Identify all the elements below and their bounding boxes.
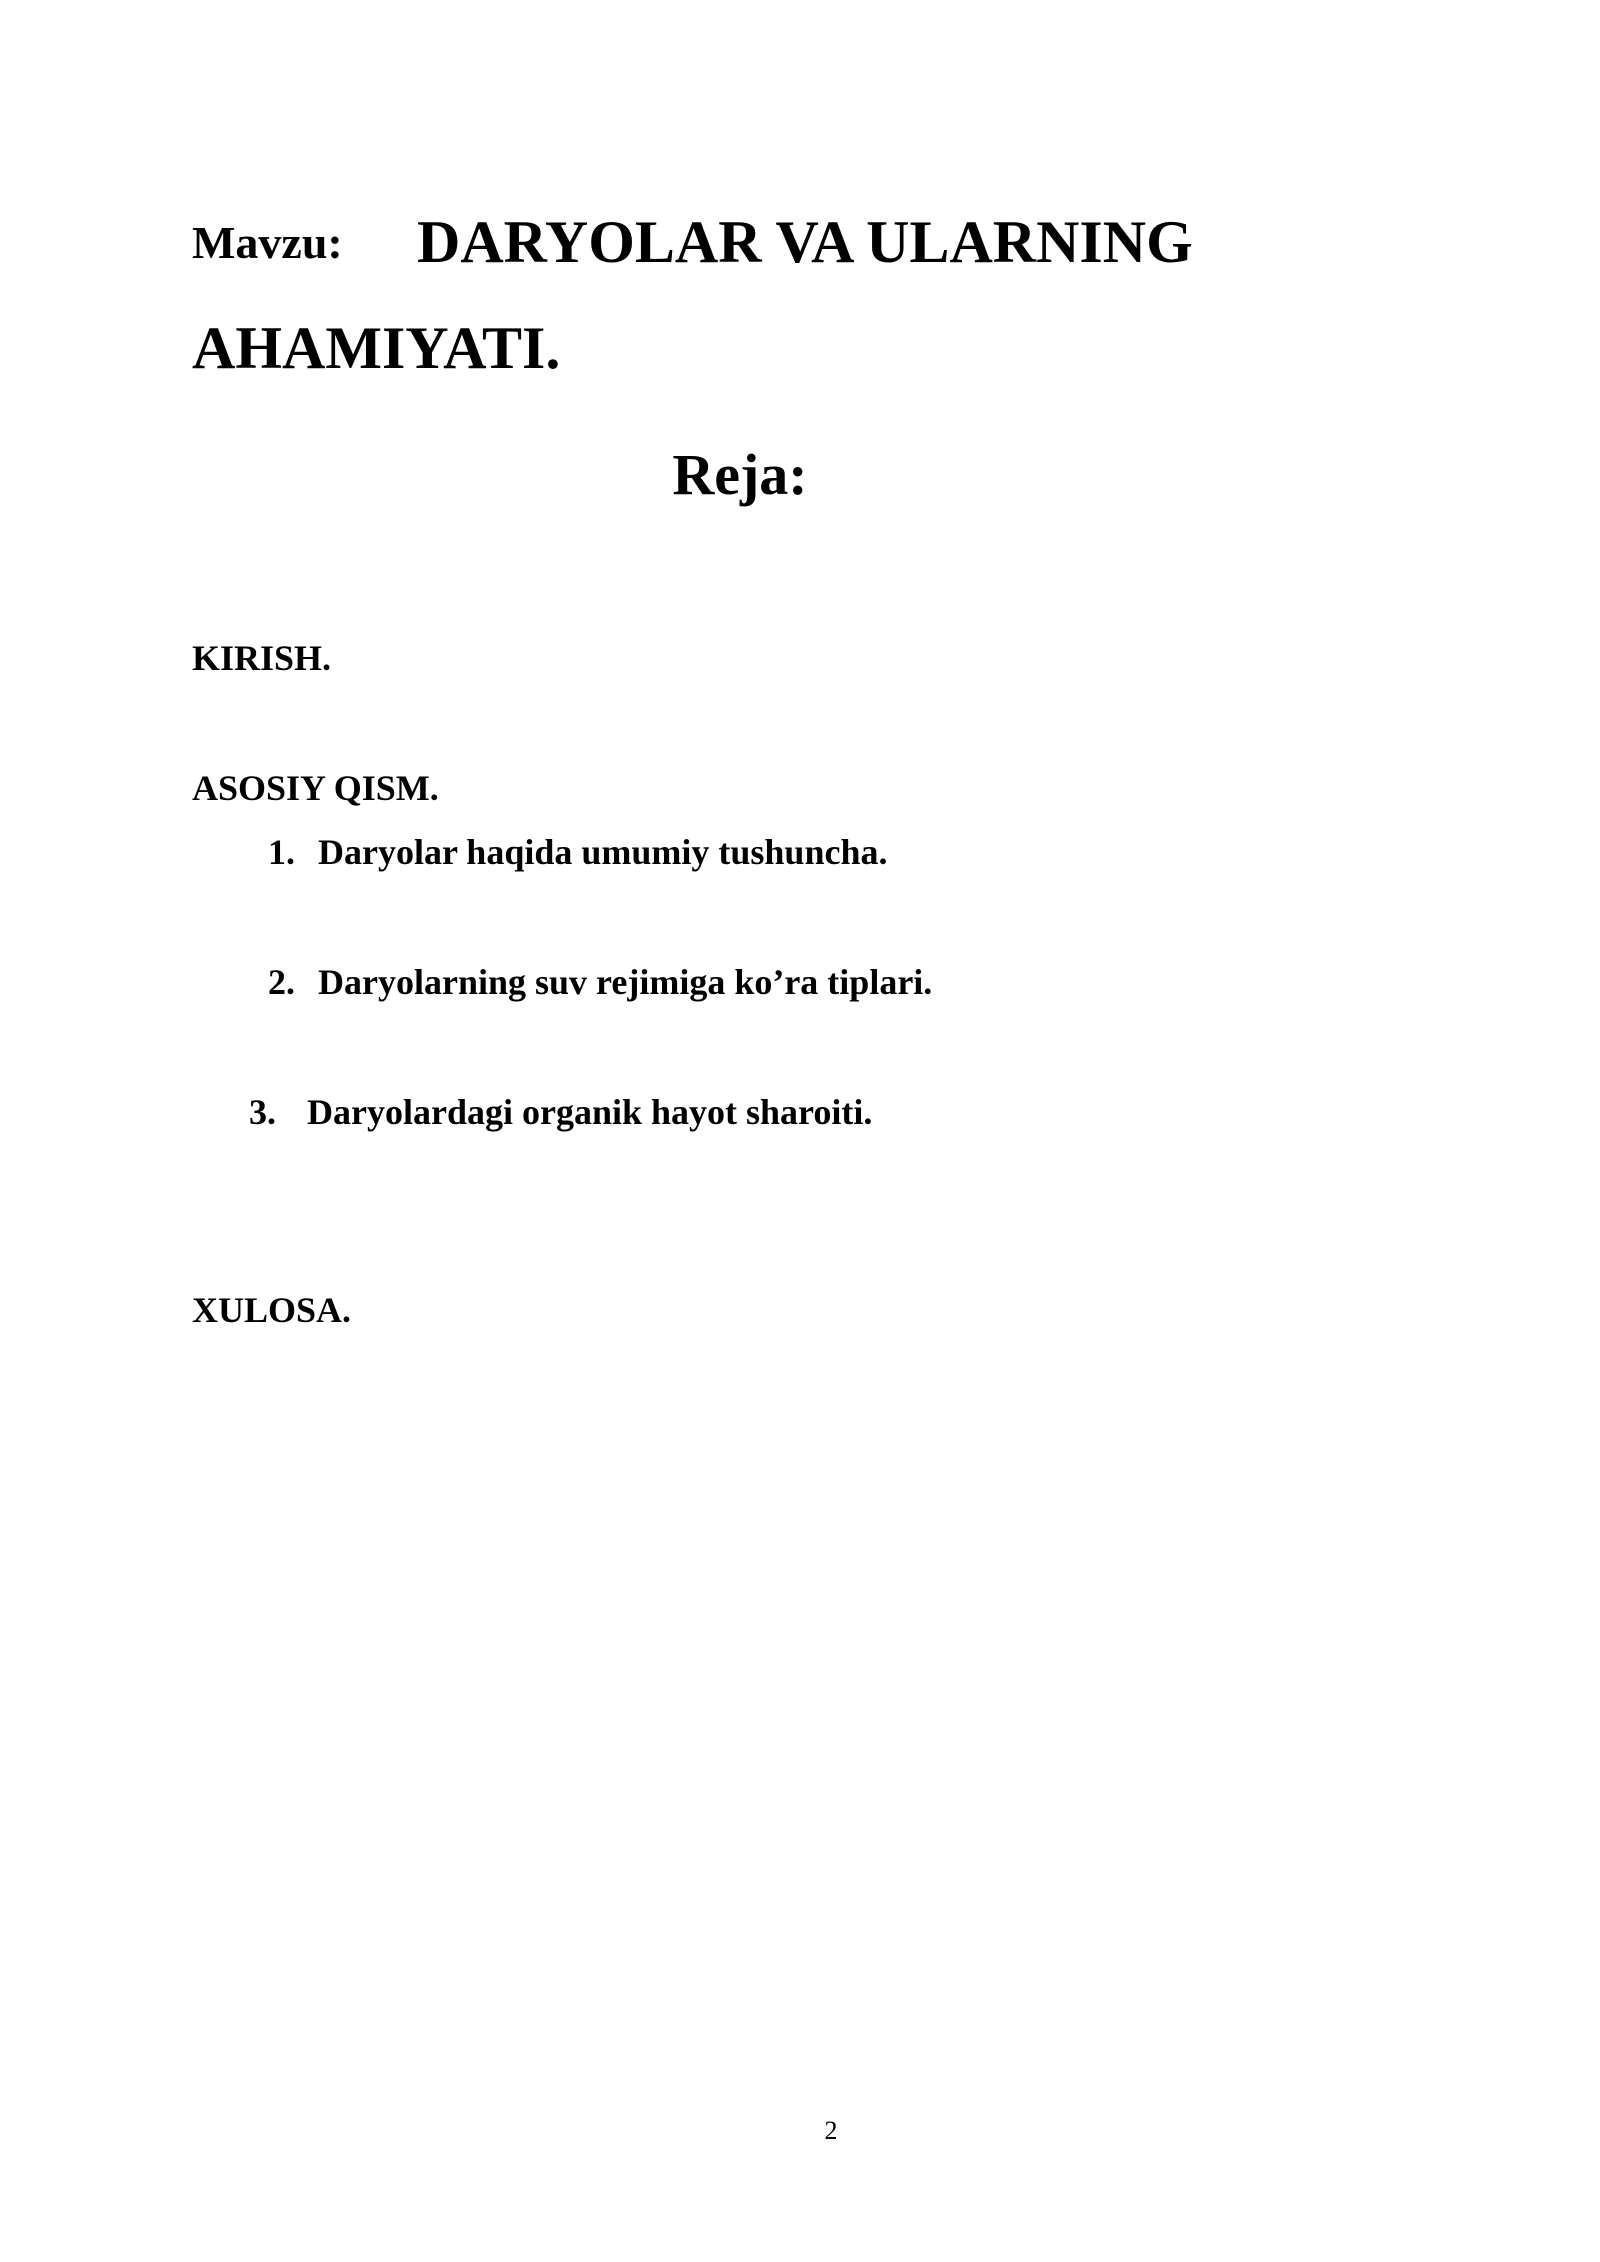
topic-label: Mavzu: <box>192 217 343 268</box>
list-item-text: Daryolardagi organik hayot sharoiti. <box>307 1092 873 1132</box>
list-item <box>249 1094 872 1130</box>
section-main: ASOSIY QISM. <box>192 768 439 808</box>
section-conclusion: XULOSA. <box>192 1290 352 1330</box>
list-item-number: 3. <box>249 1092 276 1132</box>
document-title-line2: AHAMIYATI. <box>192 315 561 381</box>
page-number: 2 <box>824 2116 838 2145</box>
list-item <box>268 964 932 1000</box>
section-intro: KIRISH. <box>192 638 332 678</box>
list-item-text: Daryolarning suv rejimiga ko’ra tiplari. <box>318 962 933 1002</box>
plan-heading: Reja: <box>672 442 808 507</box>
document-title-line1: DARYOLAR VA ULARNING <box>417 209 1193 275</box>
list-item-number: 1. <box>268 832 295 872</box>
list-item <box>268 834 887 870</box>
list-item-number: 2. <box>268 962 295 1002</box>
list-item-text: Daryolar haqida umumiy tushuncha. <box>318 832 888 872</box>
